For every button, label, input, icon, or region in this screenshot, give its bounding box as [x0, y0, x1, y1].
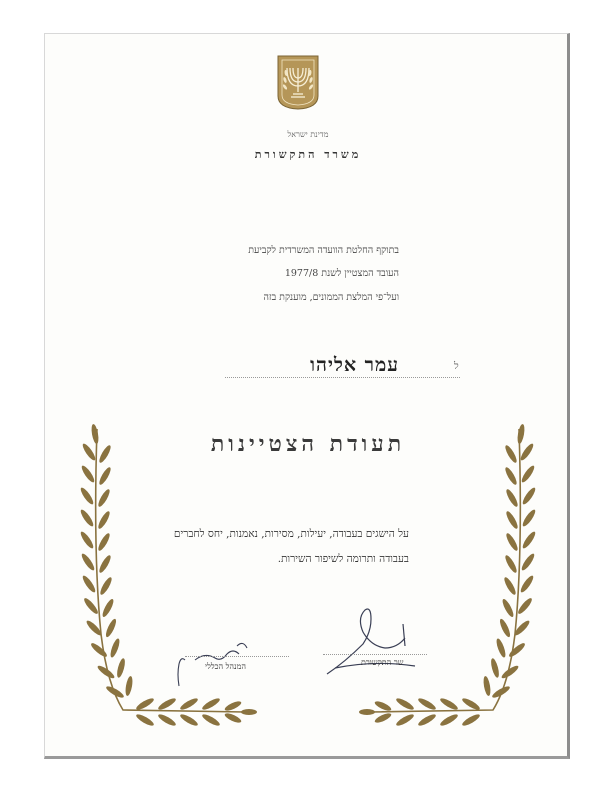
- director-signature-line: [185, 656, 289, 657]
- minister-label: שר התקשורת: [361, 658, 404, 667]
- certificate: [44, 33, 570, 759]
- citation-line-1: על הישגים בעבודה, יעילות, מסירות, נאמנות, יחס לחברים: [173, 528, 409, 540]
- director-general-label: המנהל הכללי: [205, 662, 246, 671]
- ministry-name: משרד התקשורת: [254, 148, 362, 161]
- intro-line-1: בתוקף החלטת הוועדה המשרדית לקביעת: [248, 245, 399, 256]
- intro-line-3: ועל־פי המלצת הממונים, מוענקת בזה: [263, 292, 399, 303]
- citation-line-2: בעבודה ותרומה לשיפור השירות.: [277, 553, 409, 565]
- minister-signature-line: [323, 654, 427, 655]
- intro-line-2: העובד המצטיין לשנת 1977/8: [284, 268, 399, 279]
- country-name: מדינת ישראל: [287, 130, 329, 139]
- recipient-prefix: ל: [454, 361, 459, 372]
- left-laurel-branch: [79, 424, 257, 728]
- certificate-title: תעודת הצטיינות: [210, 431, 406, 457]
- right-laurel-branch: [359, 424, 537, 728]
- laurel-wreath-icon: [45, 34, 570, 759]
- recipient-name: עמר אליהו: [310, 354, 399, 376]
